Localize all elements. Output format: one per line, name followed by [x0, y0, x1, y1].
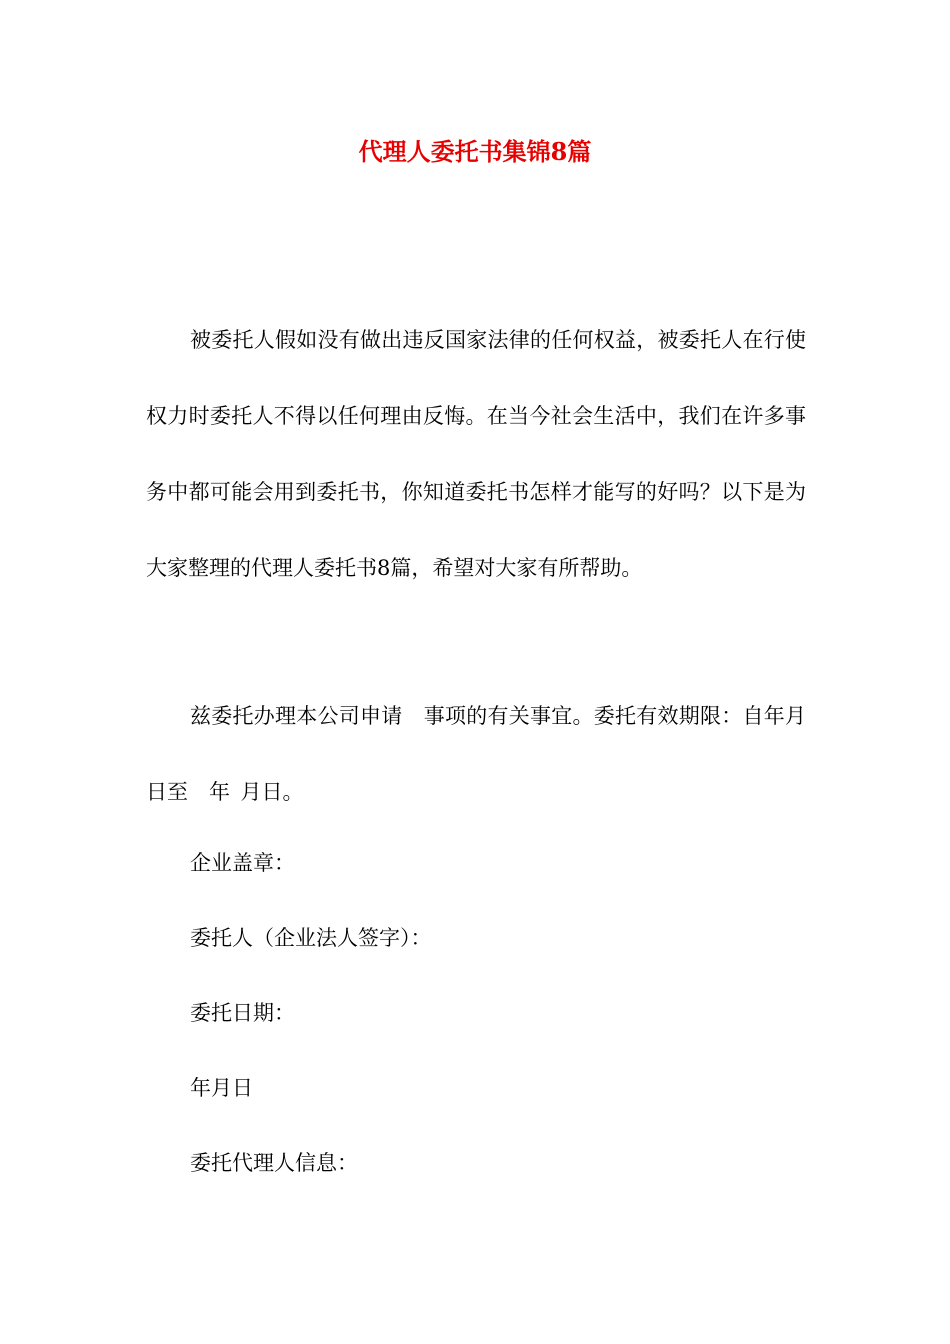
agent-info-label: 委托代理人信息： — [190, 1151, 358, 1175]
authorization-date-value: 年月日 — [190, 1076, 253, 1100]
document-title: 代理人委托书集锦8篇 — [358, 137, 592, 166]
signer-label: 委托人（企业法人签字）： — [190, 926, 432, 950]
authorization-scope-paragraph: 兹委托办理本公司申请 事项的有关事宜。委托有效期限：自年月日至 年 月日。 — [146, 704, 806, 804]
intro-paragraph: 被委托人假如没有做出违反国家法律的任何权益，被委托人在行使权力时委托人不得以任何理由反悔。在当今社会生活中，我们在许多事务中都可能会用到委托书，你知道委托书怎样才能写的好吗？以下是为大家整理的代理人委托书8篇，希望对大家有所帮助。 — [146, 328, 806, 580]
authorization-date-label: 委托日期： — [190, 1001, 295, 1025]
company-seal-label: 企业盖章： — [190, 851, 295, 875]
